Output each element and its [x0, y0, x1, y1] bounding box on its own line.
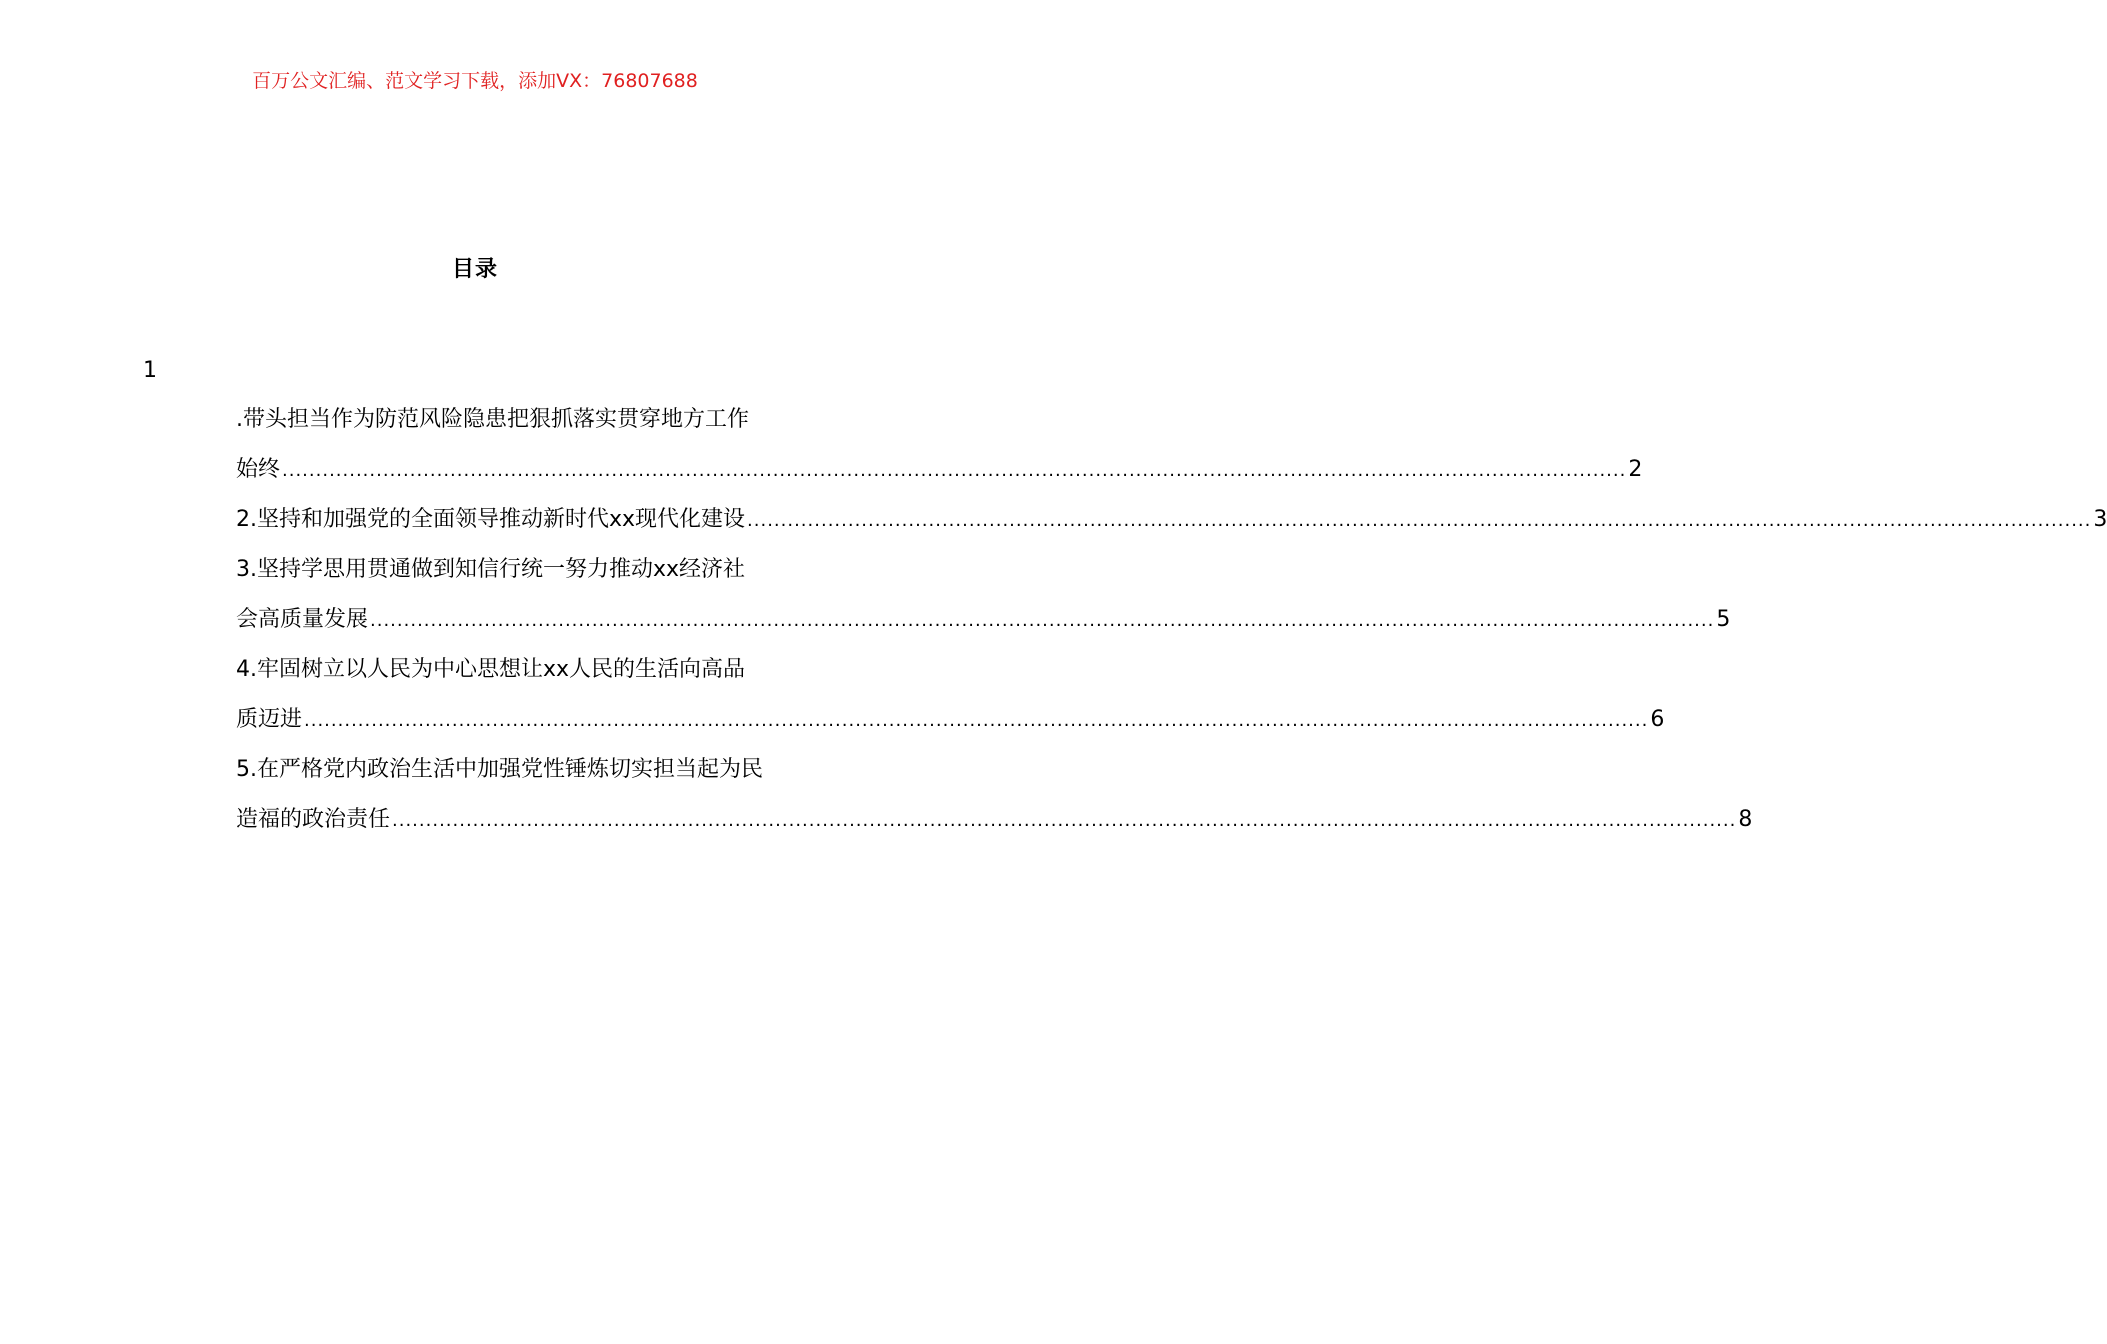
- toc-leader-dots: ........................................................................................................................................................................................................: [304, 710, 1649, 731]
- toc-page-number: 8: [1738, 807, 1753, 832]
- toc-page-number: 5: [1716, 607, 1731, 632]
- header-banner: 百万公文汇编、范文学习下载，添加VX：76807688: [252, 70, 698, 92]
- toc-entry-5[interactable]: [236, 745, 1753, 845]
- toc-entry-4[interactable]: [236, 645, 1665, 745]
- toc-entry-1[interactable]: [236, 395, 1643, 495]
- toc-entry-text: .带头担当作为防范风险隐患把狠抓落实贯穿地方工作: [236, 407, 749, 432]
- toc-entry-text: 2.坚持和加强党的全面领导推动新时代xx现代化建设: [236, 507, 746, 532]
- toc-entry-text: 始终: [236, 457, 281, 482]
- table-of-contents: [236, 395, 2107, 845]
- toc-page-number: 6: [1650, 707, 1665, 732]
- toc-entry-text: 会高质量发展: [236, 607, 369, 632]
- toc-entry-2[interactable]: [236, 495, 2107, 545]
- toc-page-number: 2: [1628, 457, 1643, 482]
- toc-leader-dots: ........................................................................................................................................................................................................: [392, 810, 1737, 831]
- toc-entry-text: 4.牢固树立以人民为中心思想让xx人民的生活向高品: [236, 657, 746, 682]
- toc-entry-text: 5.在严格党内政治生活中加强党性锤炼切实担当起为民: [236, 757, 763, 782]
- toc-entry-3[interactable]: [236, 545, 1731, 645]
- toc-entry-text: 3.坚持学思用贯通做到知信行统一努力推动xx经济社: [236, 557, 746, 582]
- toc-entry-text: 造福的政治责任: [236, 807, 391, 832]
- toc-leader-dots: ........................................................................................................................................................................................................: [370, 610, 1715, 631]
- toc-title: 目录: [451, 257, 498, 282]
- toc-leader-dots: ........................................................................................................................................................................................................: [747, 510, 2092, 531]
- toc-leader-dots: ........................................................................................................................................................................................................: [282, 460, 1627, 481]
- toc-page-number: 3: [2093, 507, 2107, 532]
- toc-entry-text: 质迈进: [236, 707, 303, 732]
- page-number: 1: [143, 358, 157, 383]
